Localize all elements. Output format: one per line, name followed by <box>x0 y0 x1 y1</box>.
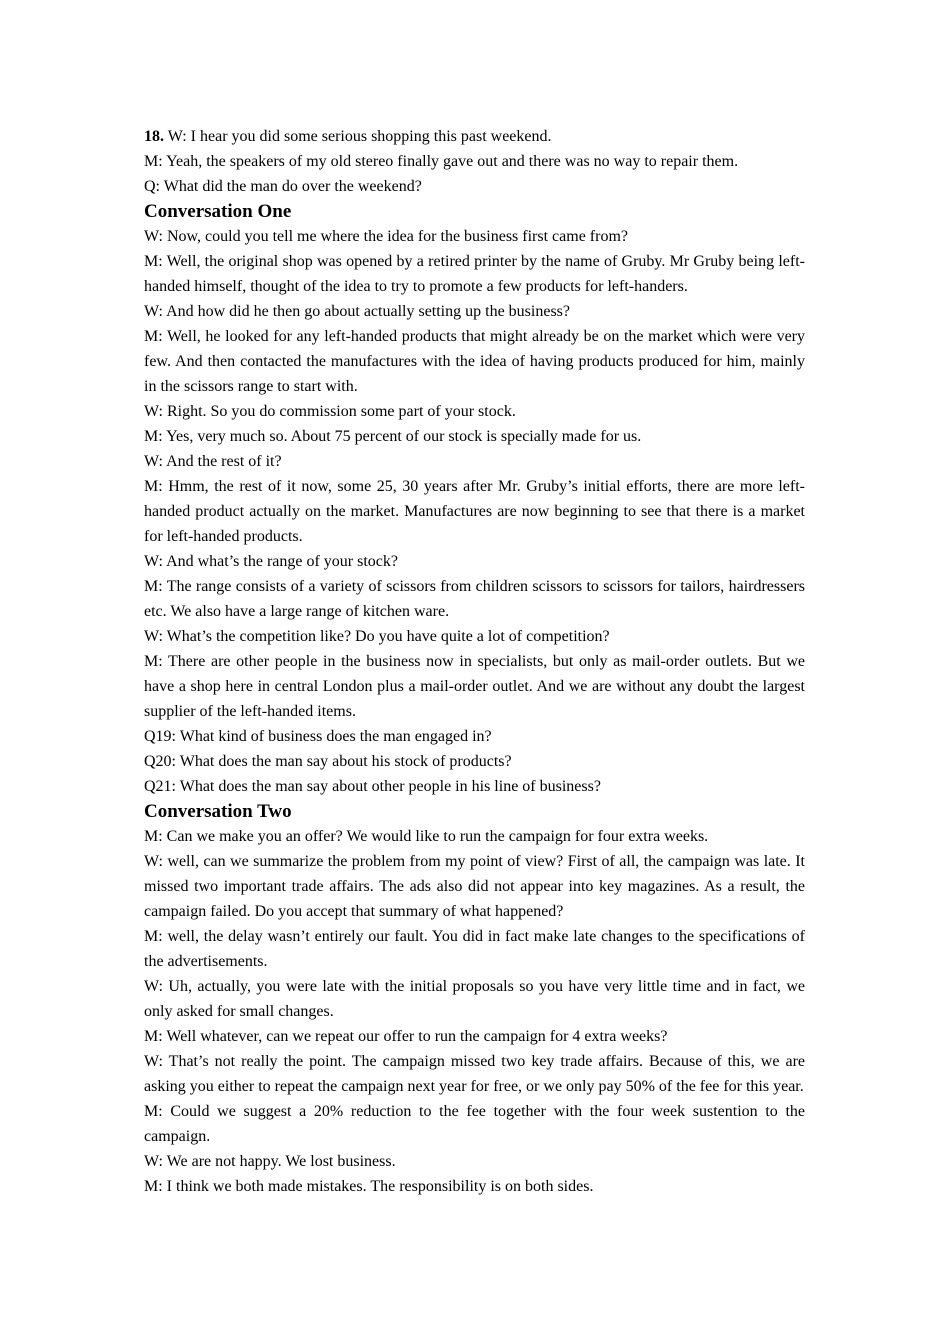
conversation-one-question: Q21: What does the man say about other people in his line of business? <box>144 778 601 795</box>
conversation-one-question: Q20: What does the man say about his stock of products? <box>144 753 512 770</box>
conversation-one-line: W: Now, could you tell me where the idea for the business first came from? <box>144 228 628 245</box>
conversation-two-line: W: That’s not really the point. The campaign missed two key trade affairs. Because of this, we are asking you either to repeat the campaign next year for free, or we only pay 50% of the fee for this year. <box>144 1053 805 1095</box>
item-18-text: W: I hear you did some serious shopping this past weekend. <box>167 128 552 145</box>
conversation-one-line: M: The range consists of a variety of scissors from children scissors to scissors for tailors, hairdressers etc. We also have a large range of kitchen ware. <box>144 578 805 620</box>
conversation-one-line: M: There are other people in the business now in specialists, but only as mail-order outlets. But we have a shop here in central London plus a mail-order outlet. And we are without any doubt the largest supplier of the left-handed items. <box>144 653 805 720</box>
conversation-two-line: M: I think we both made mistakes. The responsibility is on both sides. <box>144 1178 594 1195</box>
conversation-two-line: M: Could we suggest a 20% reduction to the fee together with the four week sustention to the campaign. <box>144 1103 805 1145</box>
item-number: 18. <box>144 128 164 145</box>
conversation-two-line: W: We are not happy. We lost business. <box>144 1153 396 1170</box>
conversation-one-question: Q19: What kind of business does the man engaged in? <box>144 728 492 745</box>
conversation-one-line: W: Right. So you do commission some part of your stock. <box>144 403 516 420</box>
document-page <box>144 124 805 1199</box>
conversation-one-line: M: Well, he looked for any left-handed products that might already be on the market which were very few. And then contacted the manufactures with the idea of having products produced for him, mainly in the scissors range to start with. <box>144 328 805 395</box>
conversation-one-line: M: Hmm, the rest of it now, some 25, 30 years after Mr. Gruby’s initial efforts, there are more left-handed product actually on the market. Manufactures are now beginning to see that there is a market for left-handed products. <box>144 478 805 545</box>
conversation-two-heading: Conversation Two <box>144 801 292 822</box>
conversation-one-heading: Conversation One <box>144 201 292 222</box>
conversation-two-line: M: Can we make you an offer? We would like to run the campaign for four extra weeks. <box>144 828 709 845</box>
conversation-one-line: M: Yes, very much so. About 75 percent of our stock is specially made for us. <box>144 428 642 445</box>
item-18-line-1 <box>144 124 805 149</box>
conversation-one-line: W: What’s the competition like? Do you have quite a lot of competition? <box>144 628 610 645</box>
conversation-one-line: W: And what’s the range of your stock? <box>144 553 399 570</box>
conversation-two-line: M: well, the delay wasn’t entirely our fault. You did in fact make late changes to the specifications of the advertisements. <box>144 928 805 970</box>
item-18-question: Q: What did the man do over the weekend? <box>144 178 422 195</box>
conversation-one-line: W: And the rest of it? <box>144 453 282 470</box>
conversation-two-line: W: Uh, actually, you were late with the initial proposals so you have very little time and in fact, we only asked for small changes. <box>144 978 805 1020</box>
conversation-one-line: M: Well, the original shop was opened by a retired printer by the name of Gruby. Mr Gruby being left-handed himself, thought of the idea to try to promote a few products for left-handers. <box>144 253 805 295</box>
conversation-one-line: W: And how did he then go about actually setting up the business? <box>144 303 570 320</box>
item-18-line-2: M: Yeah, the speakers of my old stereo finally gave out and there was no way to repair them. <box>144 153 739 170</box>
conversation-two-line: W: well, can we summarize the problem from my point of view? First of all, the campaign was late. It missed two important trade affairs. The ads also did not appear into key magazines. As a result, the campaign failed. Do you accept that summary of what happened? <box>144 853 805 920</box>
conversation-two-line: M: Well whatever, can we repeat our offer to run the campaign for 4 extra weeks? <box>144 1028 668 1045</box>
